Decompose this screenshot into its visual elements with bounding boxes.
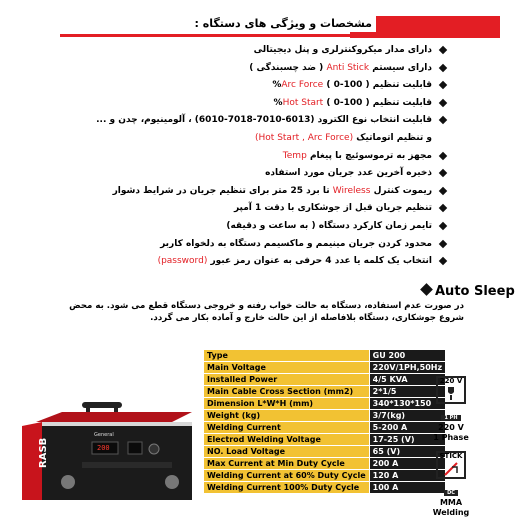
bullet-diamond-icon: [439, 99, 447, 107]
side-icons: [416, 372, 486, 517]
feature-item: [26, 62, 446, 75]
spec-value: 200 A: [369, 458, 445, 470]
spec-row: [204, 362, 445, 374]
feature-text: ریموت کنترل: [373, 185, 432, 196]
feature-text: قابلیت تنظیم: [372, 97, 432, 108]
spec-value: 220V/1PH,50Hz: [369, 362, 445, 374]
spec-row: [204, 470, 445, 482]
feature-item: [26, 238, 446, 251]
spec-row: [204, 386, 445, 398]
voltage-icon-label: 220 V: [439, 377, 463, 385]
feature-suffix: ( 0-100 )%: [273, 97, 370, 108]
feature-item: [26, 150, 446, 163]
spec-label: Main Voltage: [204, 362, 369, 374]
spec-value: 100 A: [369, 482, 445, 494]
feature-suffix: ( 0-100 )%: [272, 80, 370, 91]
spec-value: 65 (V): [369, 446, 445, 458]
feature-highlight: (password): [157, 256, 208, 267]
feature-text: تایمر زمان کارکرد دستگاه ( به ساعت و دقیقه): [226, 220, 432, 231]
spec-row: [204, 398, 445, 410]
stick-electrode-icon: [436, 451, 466, 479]
feature-text: محدود کردن جریان مینیمم و ماکسیمم دستگاه به دلخواه کاربر: [160, 238, 432, 249]
feature-item: [26, 132, 446, 145]
feature-text: انتخاب یک کلمه یا عدد 4 حرفی به عنوان رمز عبور: [210, 256, 432, 267]
auto-sleep-description: در صورت عدم استفاده، دستگاه به حالت خواب رفته و خروجی دستگاه قطع می شود. به محض شروع جوشکاری، دستگاه بلافاصله از این حالت خارج و آماده بکار می گردد.: [69, 301, 464, 323]
feature-suffix: تا برد 25 متر برای تنظیم جریان در شرایط دشوار: [112, 185, 330, 196]
spec-value: 17-25 (V): [369, 434, 445, 446]
section-title: مشخصات و ویژگی های دستگاه :: [191, 15, 377, 32]
spec-label: Welding Current 100% Duty Cycle: [204, 482, 369, 494]
feature-item: [26, 114, 446, 127]
feature-text: دارای مدار میکروکنترلری و پنل دیجیتالی: [253, 45, 432, 55]
spec-label: Welding Current: [204, 422, 369, 434]
feature-item: [26, 97, 446, 110]
spec-value: 4/5 KVA: [369, 374, 445, 386]
bullet-diamond-icon: [439, 46, 447, 54]
machine-brand: RASB: [38, 437, 49, 468]
feature-highlight: Temp: [282, 150, 307, 161]
bullet-diamond-icon: [439, 81, 447, 89]
spec-value: GU 200: [369, 350, 445, 362]
feature-highlight: Hot Start: [282, 97, 324, 108]
bullet-diamond-icon: [439, 239, 447, 247]
spec-value: 340*130*150: [369, 398, 445, 410]
dc-badge: DC: [444, 490, 458, 496]
feature-item: [26, 167, 446, 180]
spec-row: [204, 446, 445, 458]
spec-label: Main Cable Cross Section (mm2): [204, 386, 369, 398]
voltage-text: 220 V: [438, 423, 464, 432]
feature-highlight: (Hot Start , Arc Force): [255, 132, 354, 143]
auto-sleep-title: [422, 284, 515, 299]
feature-item: [26, 220, 446, 233]
phase-badge: 1 PH: [441, 415, 460, 421]
stick-icon-label: STICK: [439, 452, 463, 460]
spec-label: Electrod Welding Voltage: [204, 434, 369, 446]
feature-highlight: Arc Force: [281, 80, 324, 91]
feature-suffix: ( ضد چسبندگی ): [249, 62, 324, 73]
bullet-diamond-icon: [439, 169, 447, 177]
spec-row: [204, 422, 445, 434]
spec-row: [204, 458, 445, 470]
spec-value: 3/7(kg): [369, 410, 445, 422]
spec-row: [204, 350, 445, 362]
machine-display: 200: [97, 444, 110, 452]
spec-label: Type: [204, 350, 369, 362]
bullet-diamond-icon: [439, 257, 447, 265]
feature-item: [26, 255, 446, 268]
spec-value: 5-200 A: [369, 422, 445, 434]
feature-text: دارای سیستم: [372, 62, 432, 73]
feature-item: [26, 44, 446, 57]
bullet-diamond-icon: [439, 151, 447, 159]
spec-row: [204, 434, 445, 446]
bullet-diamond-icon: [420, 283, 433, 296]
spec-label: Max Current at Min Duty Cycle: [204, 458, 369, 470]
feature-text: قابلیت انتخاب نوع الکترود (6013-7010-7018-6010) ، آلومینیوم، چدن و ...: [96, 115, 432, 126]
machine-panel-label: General: [94, 432, 114, 438]
welding-text: Welding: [432, 508, 470, 517]
bullet-diamond-icon: [439, 222, 447, 230]
feature-item: [26, 79, 446, 92]
feature-list: [26, 44, 446, 273]
spec-value: 2*1/5: [369, 386, 445, 398]
bullet-diamond-icon: [439, 116, 447, 124]
bullet-diamond-icon: [439, 187, 447, 195]
spec-label: Weight (kg): [204, 410, 369, 422]
voltage-plug-icon: [436, 376, 466, 404]
auto-sleep-title-text: Auto Sleep: [435, 284, 515, 299]
feature-text: و تنظیم اتوماتیک: [356, 132, 432, 143]
specs-table: [204, 350, 443, 500]
feature-text: تنظیم جریان قبل از جوشکاری با دقت 1 آمپر: [233, 203, 432, 214]
feature-item: [26, 202, 446, 215]
bullet-diamond-icon: [439, 63, 447, 71]
feature-item: [26, 185, 446, 198]
spec-label: Welding Current at 60% Duty Cycle: [204, 470, 369, 482]
feature-text: قابلیت تنظیم: [372, 80, 432, 91]
phase-text: 1 Phase: [433, 433, 469, 442]
spec-value: 120 A: [369, 470, 445, 482]
spec-row: [204, 482, 445, 494]
mma-text: MMA: [439, 498, 463, 507]
header-red-line: [60, 34, 350, 37]
feature-text: مجهز به ترموسوئیچ با پیغام: [309, 150, 432, 161]
feature-text: ذخیره آخرین عدد جریان مورد استفاده: [265, 168, 432, 179]
feature-highlight: Wireless: [332, 185, 371, 196]
welding-machine-image: [22, 402, 200, 500]
spec-label: Installed Power: [204, 374, 369, 386]
bullet-diamond-icon: [439, 204, 447, 212]
spec-label: NO. Load Voltage: [204, 446, 369, 458]
spec-row: [204, 410, 445, 422]
feature-highlight: Anti Stick: [326, 62, 370, 73]
spec-row: [204, 374, 445, 386]
spec-label: Dimension L*W*H (mm): [204, 398, 369, 410]
